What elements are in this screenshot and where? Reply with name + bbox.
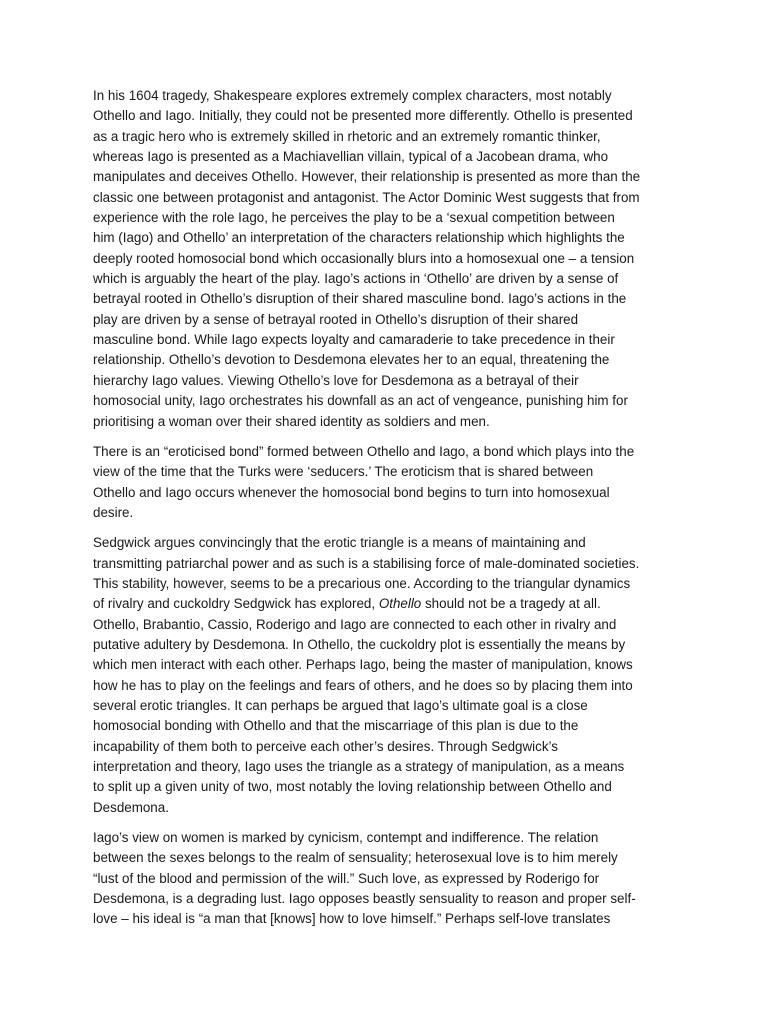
text-line: Othello and Iago occurs whenever the homosocial bond begins to turn into homosexual <box>93 484 610 500</box>
text-line: experience with the role Iago, he perceives the play to be a ‘sexual competition between <box>93 210 615 226</box>
text-line: homosocial bonding with Othello and that the miscarriage of this plan is due to the <box>93 718 579 734</box>
text-line: homosocial unity, Iago orchestrates his downfall as an act of vengeance, punishing him for <box>93 393 628 409</box>
text-line: relationship. Othello’s devotion to Desdemona elevates her to an equal, threatening the <box>93 352 610 368</box>
text-line: desire. <box>93 504 134 520</box>
paragraph-1 <box>93 86 678 432</box>
text-line: several erotic triangles. It can perhaps be argued that Iago’s ultimate goal is a close <box>93 697 588 713</box>
text-line: him (Iago) and Othello’ an interpretation of the characters relationship which highlights the <box>93 230 625 246</box>
text-line: “lust of the blood and permission of the will.” Such love, as expressed by Roderigo for <box>93 870 600 886</box>
paragraph-4 <box>93 828 678 930</box>
text-line: There is an “eroticised bond” formed between Othello and Iago, a bond which plays into the <box>93 443 635 459</box>
text-line: hierarchy Iago values. Viewing Othello’s love for Desdemona as a betrayal of their <box>93 372 579 388</box>
text-line: Iago’s view on women is marked by cynicism, contempt and indifference. The relation <box>93 830 599 846</box>
text-line: Sedgwick argues convincingly that the erotic triangle is a means of maintaining and <box>93 535 586 551</box>
italic-title: Othello <box>378 596 422 612</box>
text-line: prioritising a woman over their shared identity as soldiers and men. <box>93 413 490 429</box>
text-line <box>93 594 678 614</box>
text-line: Othello and Iago. Initially, they could not be presented more differently. Othello is presented <box>93 108 633 124</box>
text-line: view of the time that the Turks were ‘seducers.’ The eroticism that is shared between <box>93 464 594 480</box>
text-line: which men interact with each other. Perhaps Iago, being the master of manipulation, knows <box>93 657 633 673</box>
text-line: masculine bond. While Iago expects loyalty and camaraderie to take precedence in their <box>93 332 615 348</box>
text-line: whereas Iago is presented as a Machiavellian villain, typical of a Jacobean drama, who <box>93 149 609 165</box>
document-body <box>93 86 678 940</box>
text-line: Desdemona, is a degrading lust. Iago opposes beastly sensuality to reason and proper self- <box>93 891 636 907</box>
text-line: manipulates and deceives Othello. However, their relationship is presented as more than the <box>93 169 641 185</box>
text-line: In his 1604 tragedy, Shakespeare explores extremely complex characters, most notably <box>93 88 612 103</box>
text-line: deeply rooted homosocial bond which occasionally blurs into a homosexual one – a tension <box>93 250 635 266</box>
text-line: love – his ideal is “a man that [knows] how to love himself.” Perhaps self-love translates <box>93 911 611 927</box>
text-line: which is arguably the heart of the play. Iago’s actions in ‘Othello’ are driven by a sense of <box>93 271 619 287</box>
text-segment: should not be a tragedy at all. <box>421 596 601 612</box>
text-line: incapability of them both to perceive each other’s desires. Through Sedgwick’s <box>93 738 558 754</box>
text-line: Othello, Brabantio, Cassio, Roderigo and Iago are connected to each other in rivalry and <box>93 616 617 632</box>
text-line: transmitting patriarchal power and as such is a stabilising force of male-dominated societies. <box>93 555 640 571</box>
text-line: This stability, however, seems to be a precarious one. According to the triangular dynamics <box>93 575 631 591</box>
text-line: how he has to play on the feelings and fears of others, and he does so by placing them into <box>93 677 633 693</box>
text-line: putative adultery by Desdemona. In Othello, the cuckoldry plot is essentially the means by <box>93 636 626 652</box>
text-line: Desdemona. <box>93 799 169 815</box>
text-line: play are driven by a sense of betrayal rooted in Othello’s disruption of their shared <box>93 311 579 327</box>
text-line: to split up a given unity of two, most notably the loving relationship between Othello and <box>93 779 612 795</box>
text-line: interpretation and theory, Iago uses the triangle as a strategy of manipulation, as a means <box>93 759 625 774</box>
paragraph-3 <box>93 533 678 818</box>
text-segment: of rivalry and cuckoldry Sedgwick has explored, <box>93 596 376 612</box>
text-line: classic one between protagonist and antagonist. The Actor Dominic West suggests that from <box>93 189 640 205</box>
text-line: betrayal rooted in Othello’s disruption of their shared masculine bond. Iago’s actions in the <box>93 291 627 307</box>
text-line: as a tragic hero who is extremely skilled in rhetoric and an extremely romantic thinker, <box>93 128 601 144</box>
paragraph-2 <box>93 442 678 523</box>
text-line: between the sexes belongs to the realm of sensuality; heterosexual love is to him merely <box>93 850 618 866</box>
